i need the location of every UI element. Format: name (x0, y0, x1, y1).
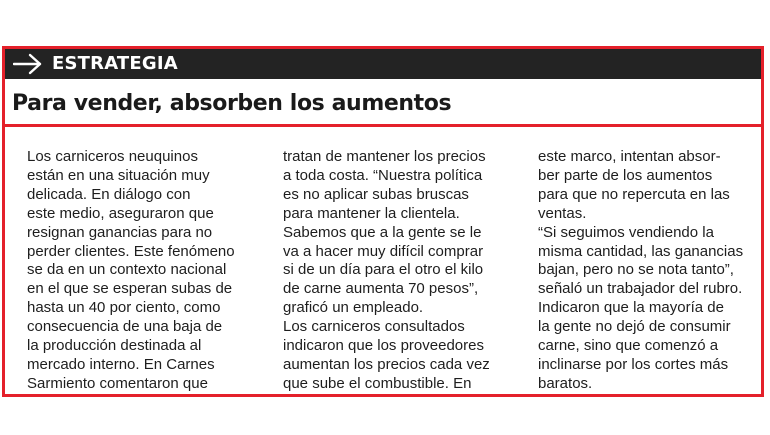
text-line: la gente no dejó de consumir (538, 318, 731, 336)
body-column-2 (283, 148, 523, 394)
text-line: graficó un empleado. (283, 299, 424, 317)
text-line: están en una situación muy (27, 166, 210, 184)
text-line: inclinarse por los cortes más (538, 355, 729, 373)
text-line: se da en un contexto nacional (27, 261, 227, 279)
text-line: mercado interno. En Carnes (27, 355, 215, 373)
text-line: va a hacer muy difícil comprar (283, 242, 484, 260)
text-line: ber parte de los aumentos (538, 166, 713, 184)
body-column-1 (27, 148, 267, 394)
text-line: indicaron que los proveedores (283, 337, 484, 355)
arrow-right-icon (13, 53, 43, 75)
text-line: tratan de mantener los precios (283, 148, 486, 165)
section-label: ESTRATEGIA (52, 53, 178, 74)
text-line: para mantener la clientela. (283, 204, 460, 222)
text-line: para que no repercuta en las (538, 185, 730, 203)
text-line: carne, sino que comenzó a (538, 337, 719, 355)
text-line: en el que se esperan subas de (27, 280, 233, 298)
headline-divider (2, 124, 764, 127)
text-line: resignan ganancias para no (27, 223, 213, 241)
text-line: ventas. (538, 204, 587, 222)
text-line: de carne aumenta 70 pesos”, (283, 280, 479, 298)
text-line: Sabemos que a la gente se le (283, 223, 482, 241)
text-line: a toda costa. “Nuestra política (283, 166, 483, 184)
body-column-3 (538, 148, 770, 394)
text-line: Sarmiento comentaron que (27, 374, 208, 392)
text-line: Los carniceros neuquinos (27, 148, 198, 165)
article-headline: Para vender, absorben los aumentos (12, 91, 452, 116)
text-line: la producción destinada al (27, 337, 202, 355)
text-line: Indicaron que la mayoría de (538, 299, 724, 317)
text-line: hasta un 40 por ciento, como (27, 299, 221, 317)
text-line: perder clientes. Este fenómeno (27, 242, 235, 260)
text-line: aumentan los precios cada vez (283, 355, 490, 373)
text-line: consecuencia de una baja de (27, 318, 223, 336)
text-line: si de un día para el otro el kilo (283, 261, 484, 279)
text-line: este marco, intentan absor- (538, 148, 721, 165)
text-line: que sube el combustible. En (283, 374, 472, 392)
text-line: señaló un trabajador del rubro. (538, 280, 743, 298)
text-line: este medio, aseguraron que (27, 204, 214, 222)
text-line: misma cantidad, las ganancias (538, 242, 744, 260)
text-line: delicada. En diálogo con (27, 185, 191, 203)
text-line: es no aplicar subas bruscas (283, 185, 469, 203)
text-line: Los carniceros consultados (283, 318, 465, 336)
text-line: “Si seguimos vendiendo la (538, 223, 714, 241)
text-line: bajan, pero no se nota tanto”, (538, 261, 734, 279)
text-line: baratos. (538, 374, 593, 392)
